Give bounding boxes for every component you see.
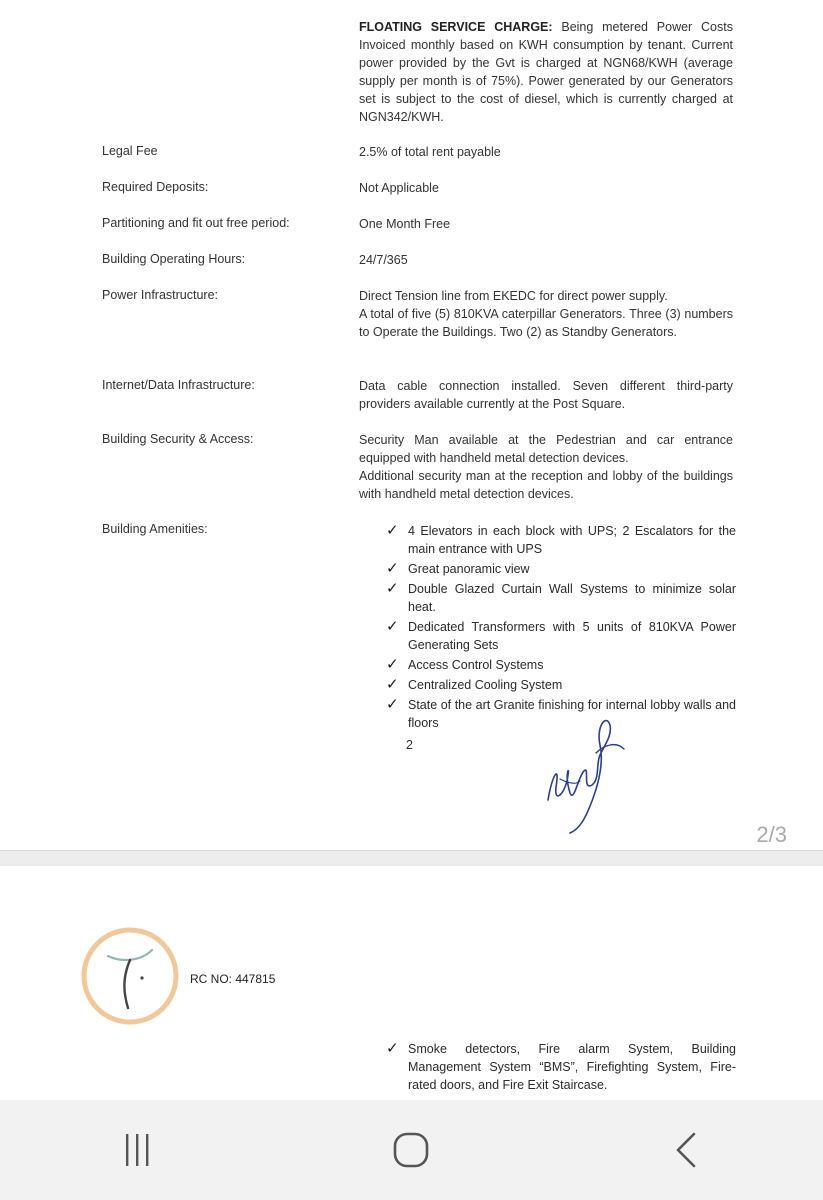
home-icon [391,1130,431,1170]
system-navigation-bar [0,1100,823,1200]
row-value-line: Direct Tension line from EKEDC for direct power supply. [359,289,668,303]
row-label: Building Operating Hours: [102,252,246,266]
checkmark-icon: ✓ [386,522,399,539]
recents-button[interactable] [92,1120,182,1180]
row-value: One Month Free [359,217,451,231]
list-item: ✓ Smoke detectors, Fire alarm System, Building Management System “BMS”, Firefighting System, Fire-rated doors, and Fire Exit Staircase. [386,1040,736,1092]
page-indicator: 2/3 [756,822,787,847]
floating-service-charge [359,18,733,126]
row-value-line: Additional security man at the reception and lobby of the buildings with handheld metal detection devices. [359,469,733,501]
row-label: Legal Fee [102,144,158,158]
list-item: ✓ Centralized Cooling System [386,676,563,693]
back-icon [666,1130,706,1170]
checkmark-icon: ✓ [386,580,399,597]
row-label: Partitioning and fit out free period: [102,216,290,230]
row-label: Power Infrastructure: [102,288,219,302]
row-label: Internet/Data Infrastructure: [102,378,255,392]
floating-heading: FLOATING SERVICE CHARGE: [359,20,553,34]
amenities-list-continued [386,1040,736,1094]
rc-number: RC NO: 447815 [190,972,276,986]
page-number: 2 [406,738,413,752]
home-button[interactable] [366,1120,456,1180]
checkmark-icon: ✓ [386,676,399,693]
amenities-list [386,522,736,734]
row-value: 24/7/365 [359,253,408,267]
row-value [359,287,733,341]
list-item: ✓ 4 Elevators in each block with UPS; 2 Escalators for the main entrance with UPS [386,522,736,556]
page-divider [0,850,823,866]
row-value [359,431,733,503]
list-item: ✓ Double Glazed Curtain Wall Systems to minimize solar heat. [386,580,736,614]
document-page-3 [0,866,823,1100]
list-item: ✓ State of the art Granite finishing for internal lobby walls and floors [386,696,736,730]
signature-image [540,705,630,840]
row-label: Required Deposits: [102,180,209,194]
checkmark-icon: ✓ [386,696,399,713]
back-button[interactable] [641,1120,731,1180]
list-item: ✓ Great panoramic view [386,560,530,577]
row-value: Data cable connection installed. Seven different third-party providers available currently at the Post Square. [359,379,733,411]
row-value-line: Security Man available at the Pedestrian and car entrance equipped with handheld metal detection devices. [359,433,733,465]
checkmark-icon: ✓ [386,560,399,577]
list-item: ✓ Access Control Systems [386,656,544,673]
checkmark-icon: ✓ [386,1040,399,1057]
row-label: Building Security & Access: [102,432,254,446]
list-item: ✓ Dedicated Transformers with 5 units of 810KVA Power Generating Sets [386,618,736,652]
row-value-line: A total of five (5) 810KVA caterpillar Generators. Three (3) numbers to Operate the Buildings. Two (2) as Standby Generators. [359,307,733,339]
company-logo [80,926,180,1026]
row-value: 2.5% of total rent payable [359,145,501,159]
checkmark-icon: ✓ [386,656,399,673]
floating-text: Being metered Power Costs Invoiced monthly based on KWH consumption by tenant. Current power provided by the Gvt is charged at NGN68/KWH (average supply per month is of 75%). Power generated by our Generators set is subject to the cost of diesel, which is currently charged at NGN342/KWH. [359,20,733,124]
recents-icon [117,1130,157,1170]
row-value: Not Applicable [359,181,439,195]
checkmark-icon: ✓ [386,618,399,635]
row-label: Building Amenities: [102,522,208,536]
